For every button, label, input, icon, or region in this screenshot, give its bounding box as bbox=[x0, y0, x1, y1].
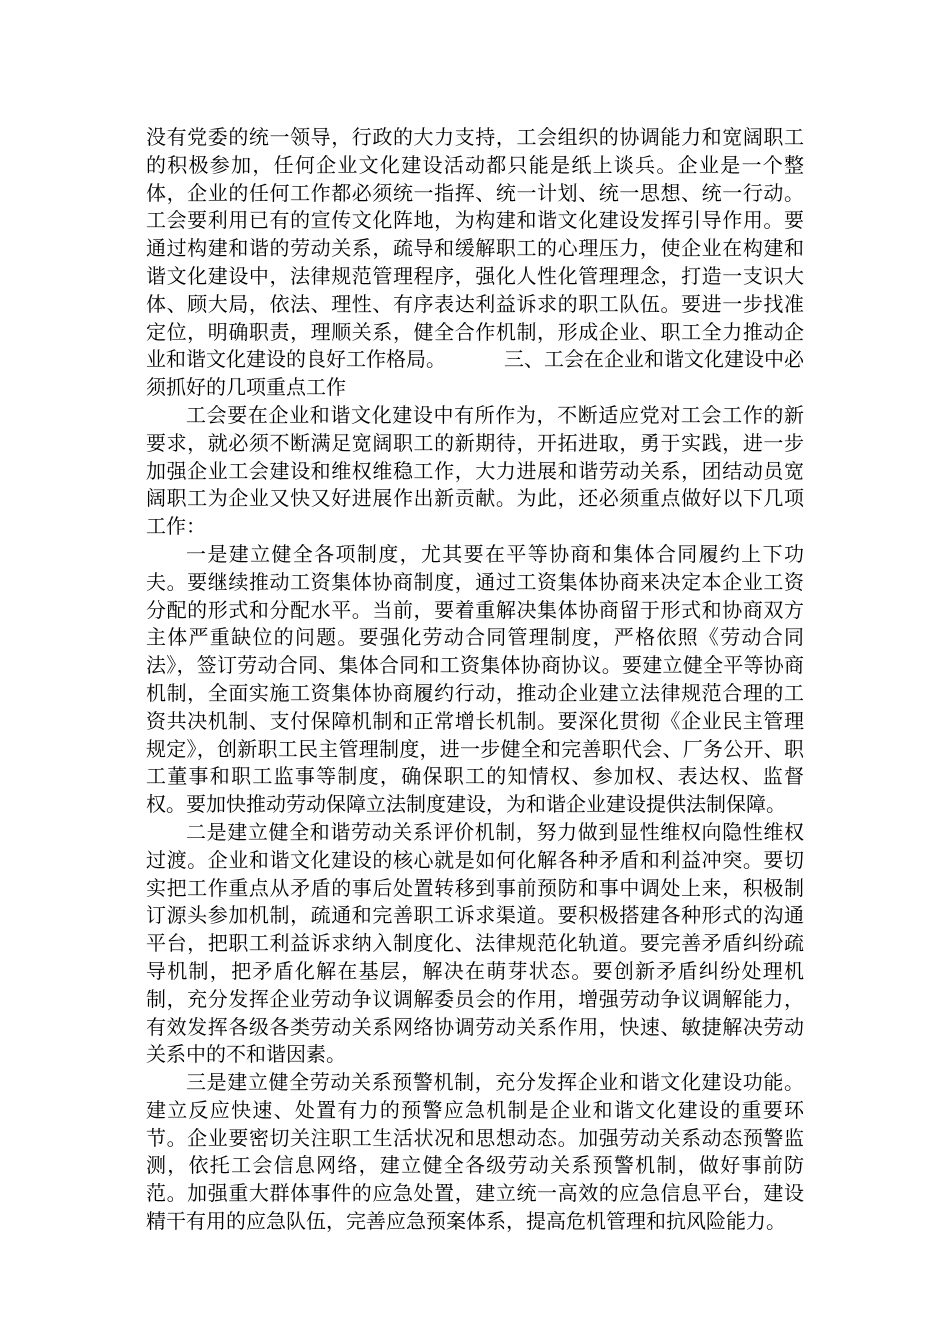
paragraph-3: 一是建立健全各项制度，尤其要在平等协商和集体合同履约上下功夫。要继续推动工资集体协商制度，通过工资集体协商来决定本企业工资分配的形式和分配水平。当前，要着重解决集体协商留于形式和协商双方主体严重缺位的问题。要强化劳动合同管理制度，严格依照《劳动合同法》，签订劳动合同、集体合同和工资集体协商协议。要建立健全平等协商机制，全面实施工资集体协商履约行动，推动企业建立法律规范合理的工资共决机制、支付保障机制和正常增长机制。要深化贯彻《企业民主管理规定》，创新职工民主管理制度，进一步健全和完善职代会、厂务公开、职工董事和职工监事等制度，确保职工的知情权、参加权、表达权、监督权。要加快推动劳动保障立法制度建设，为和谐企业建设提供法制保障。 bbox=[146, 541, 804, 817]
document-page bbox=[146, 124, 804, 1236]
paragraph-1-text: 没有党委的统一领导，行政的大力支持，工会组织的协调能力和宽阔职工的积极参加，任何企业文化建设活动都只能是纸上谈兵。企业是一个整体，企业的任何工作都必须统一指挥、统一计划、统一思想、统一行动。工会要利用已有的宣传文化阵地，为构建和谐文化建设发挥引导作用。要通过构建和谐的劳动关系，疏导和缓解职工的心理压力，使企业在构建和谐文化建设中，法律规范管理程序，强化人性化管理理念，打造一支识大体、顾大局，依法、理性、有序表达利益诉求的职工队伍。要进一步找准定位，明确职责，理顺关系，健全合作机制，形成企业、职工全力推动企业和谐文化建设的良好工作格局。 bbox=[146, 125, 804, 372]
paragraph-4: 二是建立健全和谐劳动关系评价机制，努力做到显性维权向隐性维权过渡。企业和谐文化建设的核心就是如何化解各种矛盾和利益冲突。要切实把工作重点从矛盾的事后处置转移到事前预防和事中调处上来，积极制订源头参加机制，疏通和完善职工诉求渠道。要积极搭建各种形式的沟通平台，把职工利益诉求纳入制度化、法律规范化轨道。要完善矛盾纠纷疏导机制，把矛盾化解在基层，解决在萌芽状态。要创新矛盾纠纷处理机制，充分发挥企业劳动争议调解委员会的作用，增强劳动争议调解能力，有效发挥各级各类劳动关系网络协调劳动关系作用，快速、敏捷解决劳动关系中的不和谐因素。 bbox=[146, 819, 804, 1067]
section-heading: 三、工会在企业和谐文化建设中必须抓好的几项重点工作 bbox=[146, 347, 804, 400]
paragraph-1 bbox=[146, 124, 804, 402]
paragraph-5: 三是建立健全劳动关系预警机制，充分发挥企业和谐文化建设功能。建立反应快速、处置有力的预警应急机制是企业和谐文化建设的重要环节。企业要密切关注职工生活状况和思想动态。加强劳动关系动态预警监测，依托工会信息网络，建立健全各级劳动关系预警机制，做好事前防范。加强重大群体事件的应急处置，建立统一高效的应急信息平台，建设精干有用的应急队伍，完善应急预案体系，提高危机管理和抗风险能力。 bbox=[146, 1070, 804, 1234]
paragraph-2: 工会要在企业和谐文化建设中有所作为，不断适应党对工会工作的新要求，就必须不断满足宽阔职工的新期待，开拓进取，勇于实践，进一步加强企业工会建设和维权维稳工作，大力进展和谐劳动关系，团结动员宽阔职工为企业又快又好进展作出新贡献。为此，还必须重点做好以下几项工作： bbox=[146, 402, 804, 539]
